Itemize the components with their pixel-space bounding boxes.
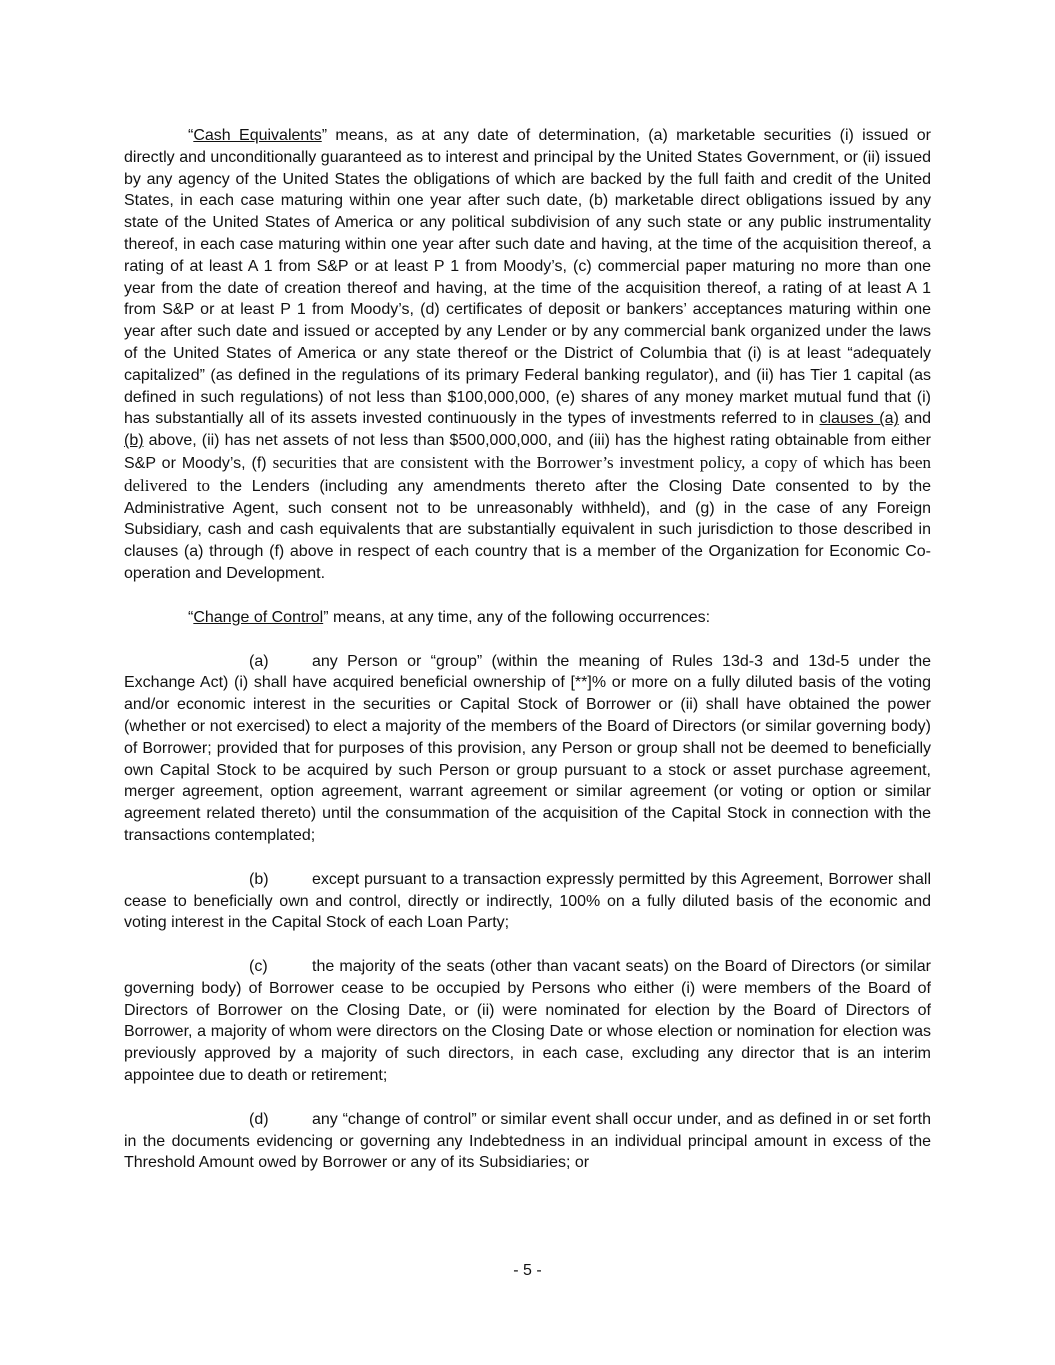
defined-term-cash-equivalents: Cash Equivalents — [193, 127, 322, 144]
change-of-control-definition — [124, 607, 931, 629]
clause-label: (b) — [249, 870, 269, 888]
clause-b — [124, 869, 931, 934]
clause-reference-a: clauses (a) — [819, 410, 899, 428]
clause-text: the majority of the seats (other than vacant seats) on the Board of Directors (or similar governing body) of Borrower cease to be occupied by Persons who either (i) were members of the Board of Directors of Borrower on the Closing Date, or (ii) were nominated for election by the Board of Directors of Borrower, a majority of whom were directors on the Closing Date or whose election or nomination for election was previously approved by a majority of such directors, in each case, excluding any director that is an interim appointee due to death or retirement; — [124, 958, 931, 1085]
definition-text: the Lenders (including any amendments thereto after the Closing Date consented to by the Administrative Agent, such consent not to be unreasonably withheld), and (g) in the case of any Foreign Subsidiary, cash and cash equivalents that are substantially equivalent in such jurisdiction to those described in clauses (a) through (f) above in respect of each country that is a member of the Organization for Economic Co-operation and Development. — [124, 477, 931, 582]
definition-text-serif: securities that are consistent with the Borrower’s investment policy, a copy of which has been delivered to — [124, 452, 931, 495]
page-number: - 5 - — [513, 1262, 542, 1279]
clause-text: any “change of control” or similar event shall occur under, and as defined in or set forth in the documents evidencing or governing any Indebtedness in an individual principal amount in excess of the Threshold Amount owed by Borrower or any of its Subsidiaries; or — [124, 1110, 931, 1172]
clause-text: any Person or “group” (within the meaning of Rules 13d-3 and 13d-5 under the Exchange Act) (i) shall have acquired beneficial ownership of [**]% or more on a fully diluted basis of the voting and/or economic interest in the securities or Capital Stock of Borrower or (ii) shall have obtained the power (whether or not exercised) to elect a majority of the members of the Board of Directors (or similar governing body) of Borrower; provided that for purposes of this provision, any Person or group shall not be deemed to beneficially own Capital Stock to be acquired by such Person or group pursuant to a stock or asset purchase agreement, merger agreement, option agreement, warrant agreement or similar agreement (or voting or option or similar agreement related thereto) until the consummation of the acquisition of the Capital Stock in connection with the transactions contemplated; — [124, 652, 931, 844]
conjunction: and — [898, 410, 932, 428]
clause-a — [124, 651, 931, 847]
clause-reference-b: (b) — [124, 432, 144, 450]
clause-label: (d) — [249, 1110, 269, 1128]
clause-label: (a) — [249, 652, 269, 670]
clause-label: (c) — [249, 958, 268, 976]
clause-c — [124, 956, 931, 1087]
definition-text: ” means, at any time, any of the following occurrences: — [323, 608, 711, 626]
open-quote: “ — [188, 608, 194, 626]
open-quote: “ — [188, 127, 194, 144]
definition-text: ” means, as at any date of determination, (a) marketable securities (i) issued or directly and unconditionally guaranteed as to interest and principal by the United States Government, or (ii) issued by any agency of the United States the obligations of which are backed by the full faith and credit of the United States, in each case maturing within one year after such date, (b) marketable direct obligations issued by any state of the United States of America or any political subdivision of any such state or any public instrumentality thereof, in each case maturing within one year after such date and having, at the time of the acquisition thereof, a rating of at least A 1 from S&P or at least P 1 from Moody’s, (c) commercial paper maturing no more than one year from the date of creation thereof and having, at the time of the acquisition thereof, a rating of at least A 1 from S&P or at least P 1 from Moody’s, (d) certificates of deposit or bankers’ acceptances maturing within one year after such date and issued or accepted by any Lender or by any commercial bank organized under the laws of the United States of America or any state thereof or the District of Columbia that (i) is at least “adequately capitalized” (as defined in the regulations of its primary Federal banking regulator), and (ii) has Tier 1 capital (as defined in such regulations) of not less than $100,000,000, (e) shares of any money market mutual fund that (i) has substantially all of its assets invested continuously in the types of investments referred to in — [124, 127, 931, 428]
document-page — [124, 125, 931, 1174]
cash-equivalents-definition — [124, 125, 931, 585]
definition-text: above, (ii) has net assets of not less than $500,000,000, and (iii) has the highest rating obtainable from either S&P or Moody’s, (f) — [124, 432, 931, 472]
defined-term-change-of-control: Change of Control — [193, 608, 324, 626]
clause-d — [124, 1109, 931, 1174]
clause-text: except pursuant to a transaction expressly permitted by this Agreement, Borrower shall cease to beneficially own and control, directly or indirectly, 100% on a fully diluted basis of the economic and voting interest in the Capital Stock of each Loan Party; — [124, 870, 931, 932]
